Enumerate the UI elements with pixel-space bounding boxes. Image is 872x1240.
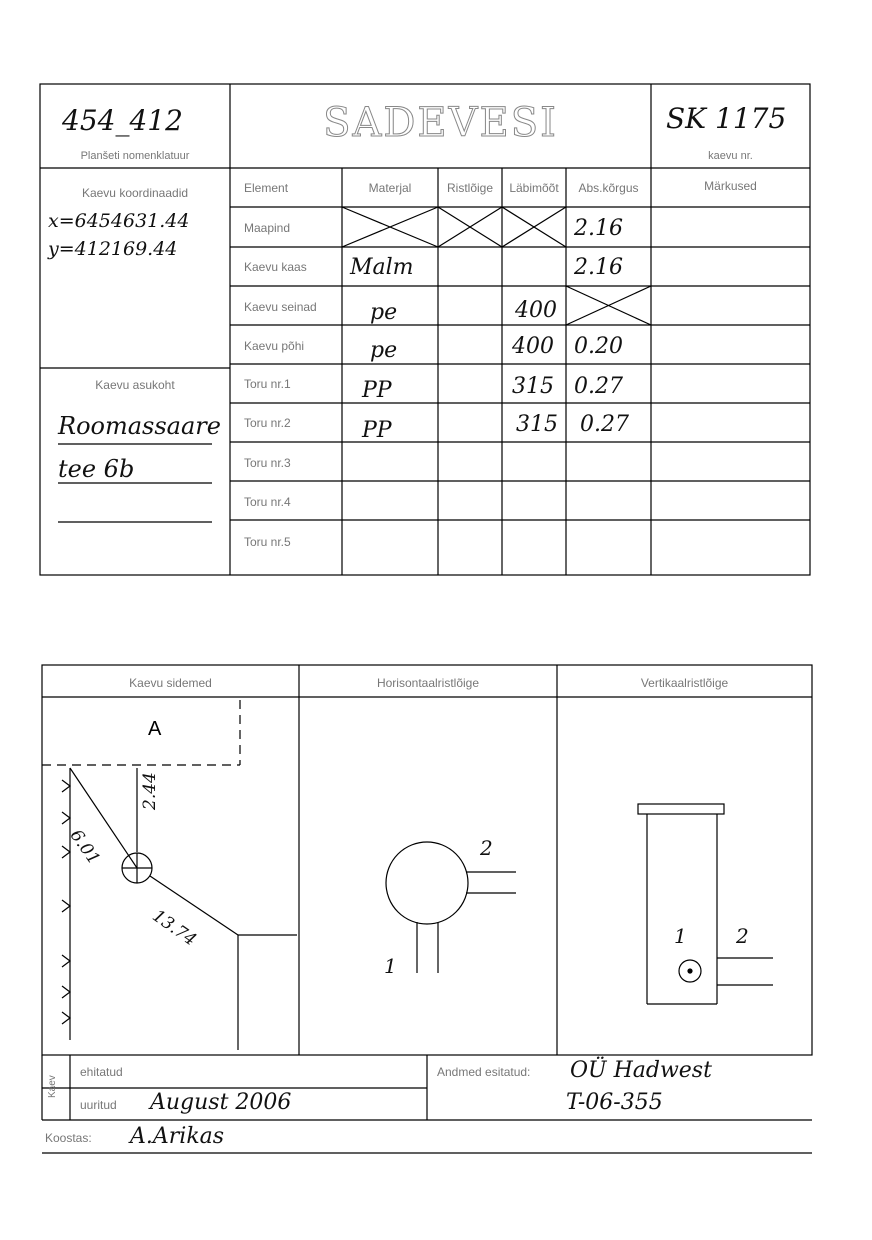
horizontal-section-label: Horisontaalristlõige — [376, 676, 480, 690]
table-cell-diameter: 315 — [516, 412, 558, 437]
table-row-element: Toru nr.2 — [244, 416, 291, 430]
well-number-label: kaevu nr. — [708, 150, 753, 162]
table-cell-material: PP — [362, 378, 392, 403]
coordinates-label: Kaevu koordinaadid — [81, 186, 189, 200]
coordinate-x: x=6454631.44 — [48, 210, 190, 232]
table-row-element: Kaevu kaas — [244, 260, 307, 274]
vertical-pipe-1-label: 1 — [674, 924, 687, 948]
built-label: ehitatud — [80, 1065, 123, 1079]
ties-letter-a: A — [148, 718, 162, 740]
col-header-diameter: Läbimõõt — [509, 181, 559, 195]
col-header-material: Materjal — [368, 181, 412, 195]
location-label: Kaevu asukoht — [95, 378, 175, 392]
table-row-element: Maapind — [244, 221, 291, 235]
table-row-element: Toru nr.3 — [244, 456, 291, 470]
col-header-element: Element — [244, 181, 289, 195]
table-cell-diameter: 315 — [512, 374, 554, 399]
table-cell-height: 0.27 — [580, 412, 629, 437]
footer-side-label: Kaev — [47, 1075, 58, 1098]
horizontal-pipe-2-label: 2 — [480, 836, 493, 860]
form-title: SADEVESI — [323, 100, 558, 146]
table-row-element: Toru nr.4 — [244, 495, 291, 509]
table-cell-material: Malm — [350, 255, 414, 280]
well-number-value: SK 1175 — [666, 102, 787, 135]
table-cell-height: 0.27 — [574, 374, 623, 399]
vertical-pipe-2-label: 2 — [736, 924, 749, 948]
coordinate-y: y=412169.44 — [48, 238, 178, 260]
compiler-value: A.Arikas — [130, 1124, 225, 1149]
table-cell-material: pe — [370, 338, 398, 363]
table-cell-diameter: 400 — [515, 298, 557, 323]
col-header-abs-height: Abs.kõrgus — [578, 181, 639, 195]
table-cell-height: 2.16 — [574, 216, 623, 241]
surveyed-value: August 2006 — [150, 1090, 292, 1115]
provider-label: Andmed esitatud: — [437, 1065, 531, 1079]
table-cell-height: 2.16 — [574, 255, 623, 280]
table-cell-height: 0.20 — [574, 334, 623, 359]
table-cell-material: pe — [370, 300, 398, 325]
location-line-1: Roomassaare — [58, 412, 221, 440]
table-row-element: Kaevu seinad — [244, 300, 317, 314]
table-row-element: Toru nr.1 — [244, 377, 291, 391]
compiler-label: Koostas: — [45, 1131, 92, 1145]
location-line-2: tee 6b — [58, 455, 135, 483]
vertical-section-label: Vertikaalristlõige — [640, 676, 729, 690]
dimension-6-01: 6.01 — [65, 826, 104, 869]
horizontal-pipe-1-label: 1 — [384, 954, 397, 978]
ties-section-label: Kaevu sidemed — [129, 676, 212, 690]
col-header-notes: Märkused — [704, 179, 757, 193]
dimension-2-44: 2.44 — [140, 772, 160, 810]
col-header-cross-section: Ristlõige — [446, 181, 494, 195]
dimension-13-74: 13.74 — [148, 906, 200, 951]
table-row-element: Kaevu põhi — [244, 339, 305, 353]
table-cell-material: PP — [362, 418, 392, 443]
provider-value: OÜ Hadwest — [570, 1058, 712, 1083]
table-row-element: Toru nr.5 — [244, 535, 291, 549]
nomenclature-value: 454_412 — [62, 104, 183, 137]
nomenclature-label: Planšeti nomenklatuur — [80, 150, 190, 162]
provider-code: T-06-355 — [566, 1090, 663, 1115]
surveyed-label: uuritud — [80, 1098, 117, 1112]
table-cell-diameter: 400 — [512, 334, 554, 359]
